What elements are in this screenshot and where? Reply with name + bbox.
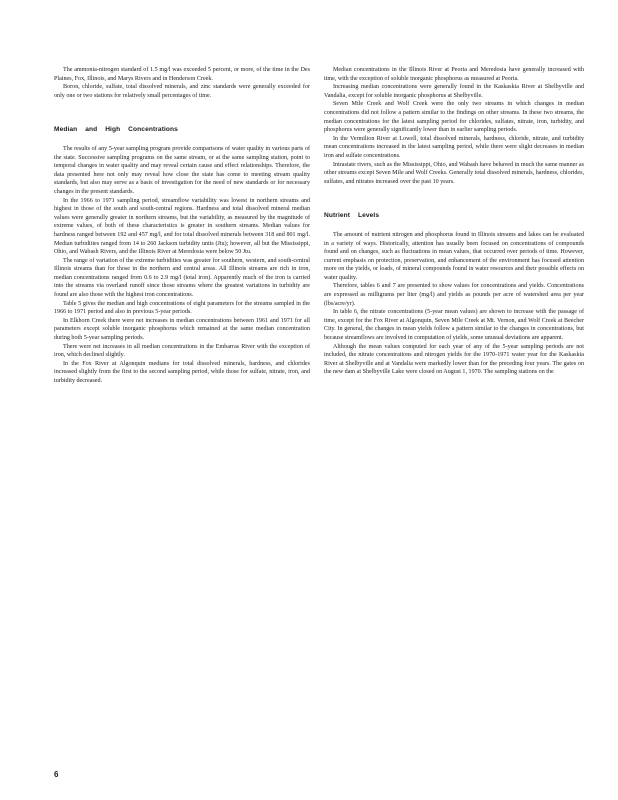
left-text-column — [54, 66, 310, 386]
paragraph-turbidity-variation: The range of variation of the extreme turbidities was greater for southern, western, and south-central Illinois streams than for those in the northern and central areas. All Illinois streams are rich in iron, median concentrations ranged from 0.6 to 2.9 mg/l (total iron). Apparently much of the iron is carried into the streams via overland runoff since those streams where the greatest variations in turbidity are found are also those with the highest iron concentrations. — [54, 257, 310, 299]
paragraph-table-6-nitrate: In table 6, the nitrate concentrations (5-year mean values) are shown to increase with the passage of time, except for the Fox River at Algonquin, Seven Mile Creek at Mt. Vernon, and Wolf Creek at Beecher City. In general, the changes in mean yields follow a pattern similar to the changes in concentrations, but because streamflows are involved in computation of yields, some unusual deviations are apparent. — [324, 309, 584, 342]
paragraph-kaskaskia-river: Increasing median concentrations were generally found in the Kaskaskia River at Shelbyville and Vandalia, except for soluble inorganic phosphorus at Shelbyville. — [324, 84, 584, 99]
paragraph-table-5: Table 5 gives the median and high concentrations of eight parameters for the streams sampled in the 1966 to 1971 period and also in previous 5-year periods. — [54, 300, 310, 316]
paragraph-seven-mile-wolf-creek: Seven Mile Creek and Wolf Creek were the only two streams in which changes in median concentrations did not follow a pattern similar to the findings on other streams. In these two streams, the median concentrations for the latest sampling period for chlorides, sulfates, nitrate, iron, turbidity, and phosphorus were generally significantly lower than in earlier sampling periods. — [324, 101, 584, 134]
page-number: 6 — [54, 770, 59, 779]
section-heading-median-high: Median and High Concentrations — [54, 126, 178, 134]
paragraph-nutrient-amount: The amount of nutrient nitrogen and phosphorus found in Illinois streams and lakes can be evaluated in a variety of ways. Historically, attention has usually been focused on concentrations of compounds found and on changes, such as fluctuations in mean values, that occurred over periods of time. However, current emphasis on protection, preservation, and enhancement of the environment has focused attention more on the yields, or loads, of mineral compounds found in water resources and their possible effects on water quality. — [324, 231, 584, 281]
paragraph-embarras-river: There were net increases in all median concentrations in the Embarras River with the exception of iron, which declined slightly. — [54, 343, 310, 359]
paragraph-illinois-river: Median concentrations in the Illinois River at Peoria and Meredosia have generally increased with time, with the exception of soluble inorganic phosphorus as measured at Peoria. — [324, 67, 584, 82]
paragraph-tables-6-7: Therefore, tables 6 and 7 are presented to show values for concentrations and yields. Concentrations are expressed as milligrams per liter (mg/l) and yields as pounds per acre of watershed area per year (lbs/acre/yr). — [324, 283, 584, 307]
paragraph-vermilion-river: In the Vermilion River at Lowell, total dissolved minerals, hardness, chloride, nitrate, and turbidity mean concentrations increased in the latest sampling period, while there were slight decreases in median iron and sulfate concentrations. — [324, 135, 584, 159]
section-heading-nutrient-levels: Nutrient Levels — [324, 212, 380, 220]
paragraph-1966-1971-period: In the 1966 to 1971 sampling period, streamflow variability was lowest in northern streams and highest in those of the south and south-central regions. Hardness and total dissolved mineral median values were generally greater in northern streams, but the variability, as measured by the magnitude of extreme values, of both of these characteristics is greater in southern streams. Median values for hardness ranged between 192 and 457 mg/l, and for total dissolved minerals between 318 and 801 mg/l. Median turbidities ranged from 14 to 260 Jackson turbidity units (Jtu); however, all but the Mississippi, Ohio, and Wabash Rivers, and the Illinois River at Meredosia were below 50 Jtu. — [54, 197, 310, 256]
paragraph-fox-river: In the Fox River at Algonquin medians for total dissolved minerals, hardness, and chlorides increased slightly from the first to the second sampling period, while those for sulfate, nitrate, iron, and turbidity decreased. — [54, 360, 310, 384]
paragraph-ammonia-standard: The ammonia-nitrogen standard of 1.5 mg/l was exceeded 5 percent, or more, of the time in the Des Plaines, Fox, Illinois, and Marys Rivers and in Henderson Creek. — [54, 67, 310, 82]
paragraph-boron-standards: Boron, chloride, sulfate, total dissolved minerals, and zinc standards were generally exceeded for only one or two stations for relatively small percentages of time. — [54, 84, 310, 99]
paragraph-sampling-results: The results of any 5-year sampling program provide comparisons of water quality in various parts of the state. Successive sampling programs on the same stream, or at the same sampling station, point to temporal changes in water quality and may reveal certain cause and effect relationships. Therefore, the data presented here not only may reveal how close the state has come to meeting stream quality standards, but also may serve as a basis of investigation for the need of new standards or for necessary changes in the present standards. — [54, 145, 310, 195]
right-text-column — [324, 66, 584, 377]
paragraph-intrastate-rivers: Intrastate rivers, such as the Mississippi, Ohio, and Wabash have behaved in much the same manner as other streams except Seven Mile and Wolf Creeks. Generally total dissolved minerals, hardness, chlorides, sulfates, and nitrates increased over the past 10 years. — [324, 161, 584, 185]
paragraph-mean-values: Although the mean values computed for each year of any of the 5-year sampling periods are not included, the nitrate concentrations and nitrogen yields for the 1970-1971 water year for the Kaskaskia River at Shelbyville and at Vandalia were markedly lower than for the preceding four years. The gates on the new dam at Shelbyville Lake were closed on August 1, 1970. The sampling stations on the — [324, 343, 584, 376]
paragraph-elkhorn-creek: In Elkhorn Creek there were net increases in median concentrations between 1961 and 1971 for all parameters except soluble inorganic phosphorus which remained at the same median concentration during both 5-year sampling periods. — [54, 317, 310, 342]
